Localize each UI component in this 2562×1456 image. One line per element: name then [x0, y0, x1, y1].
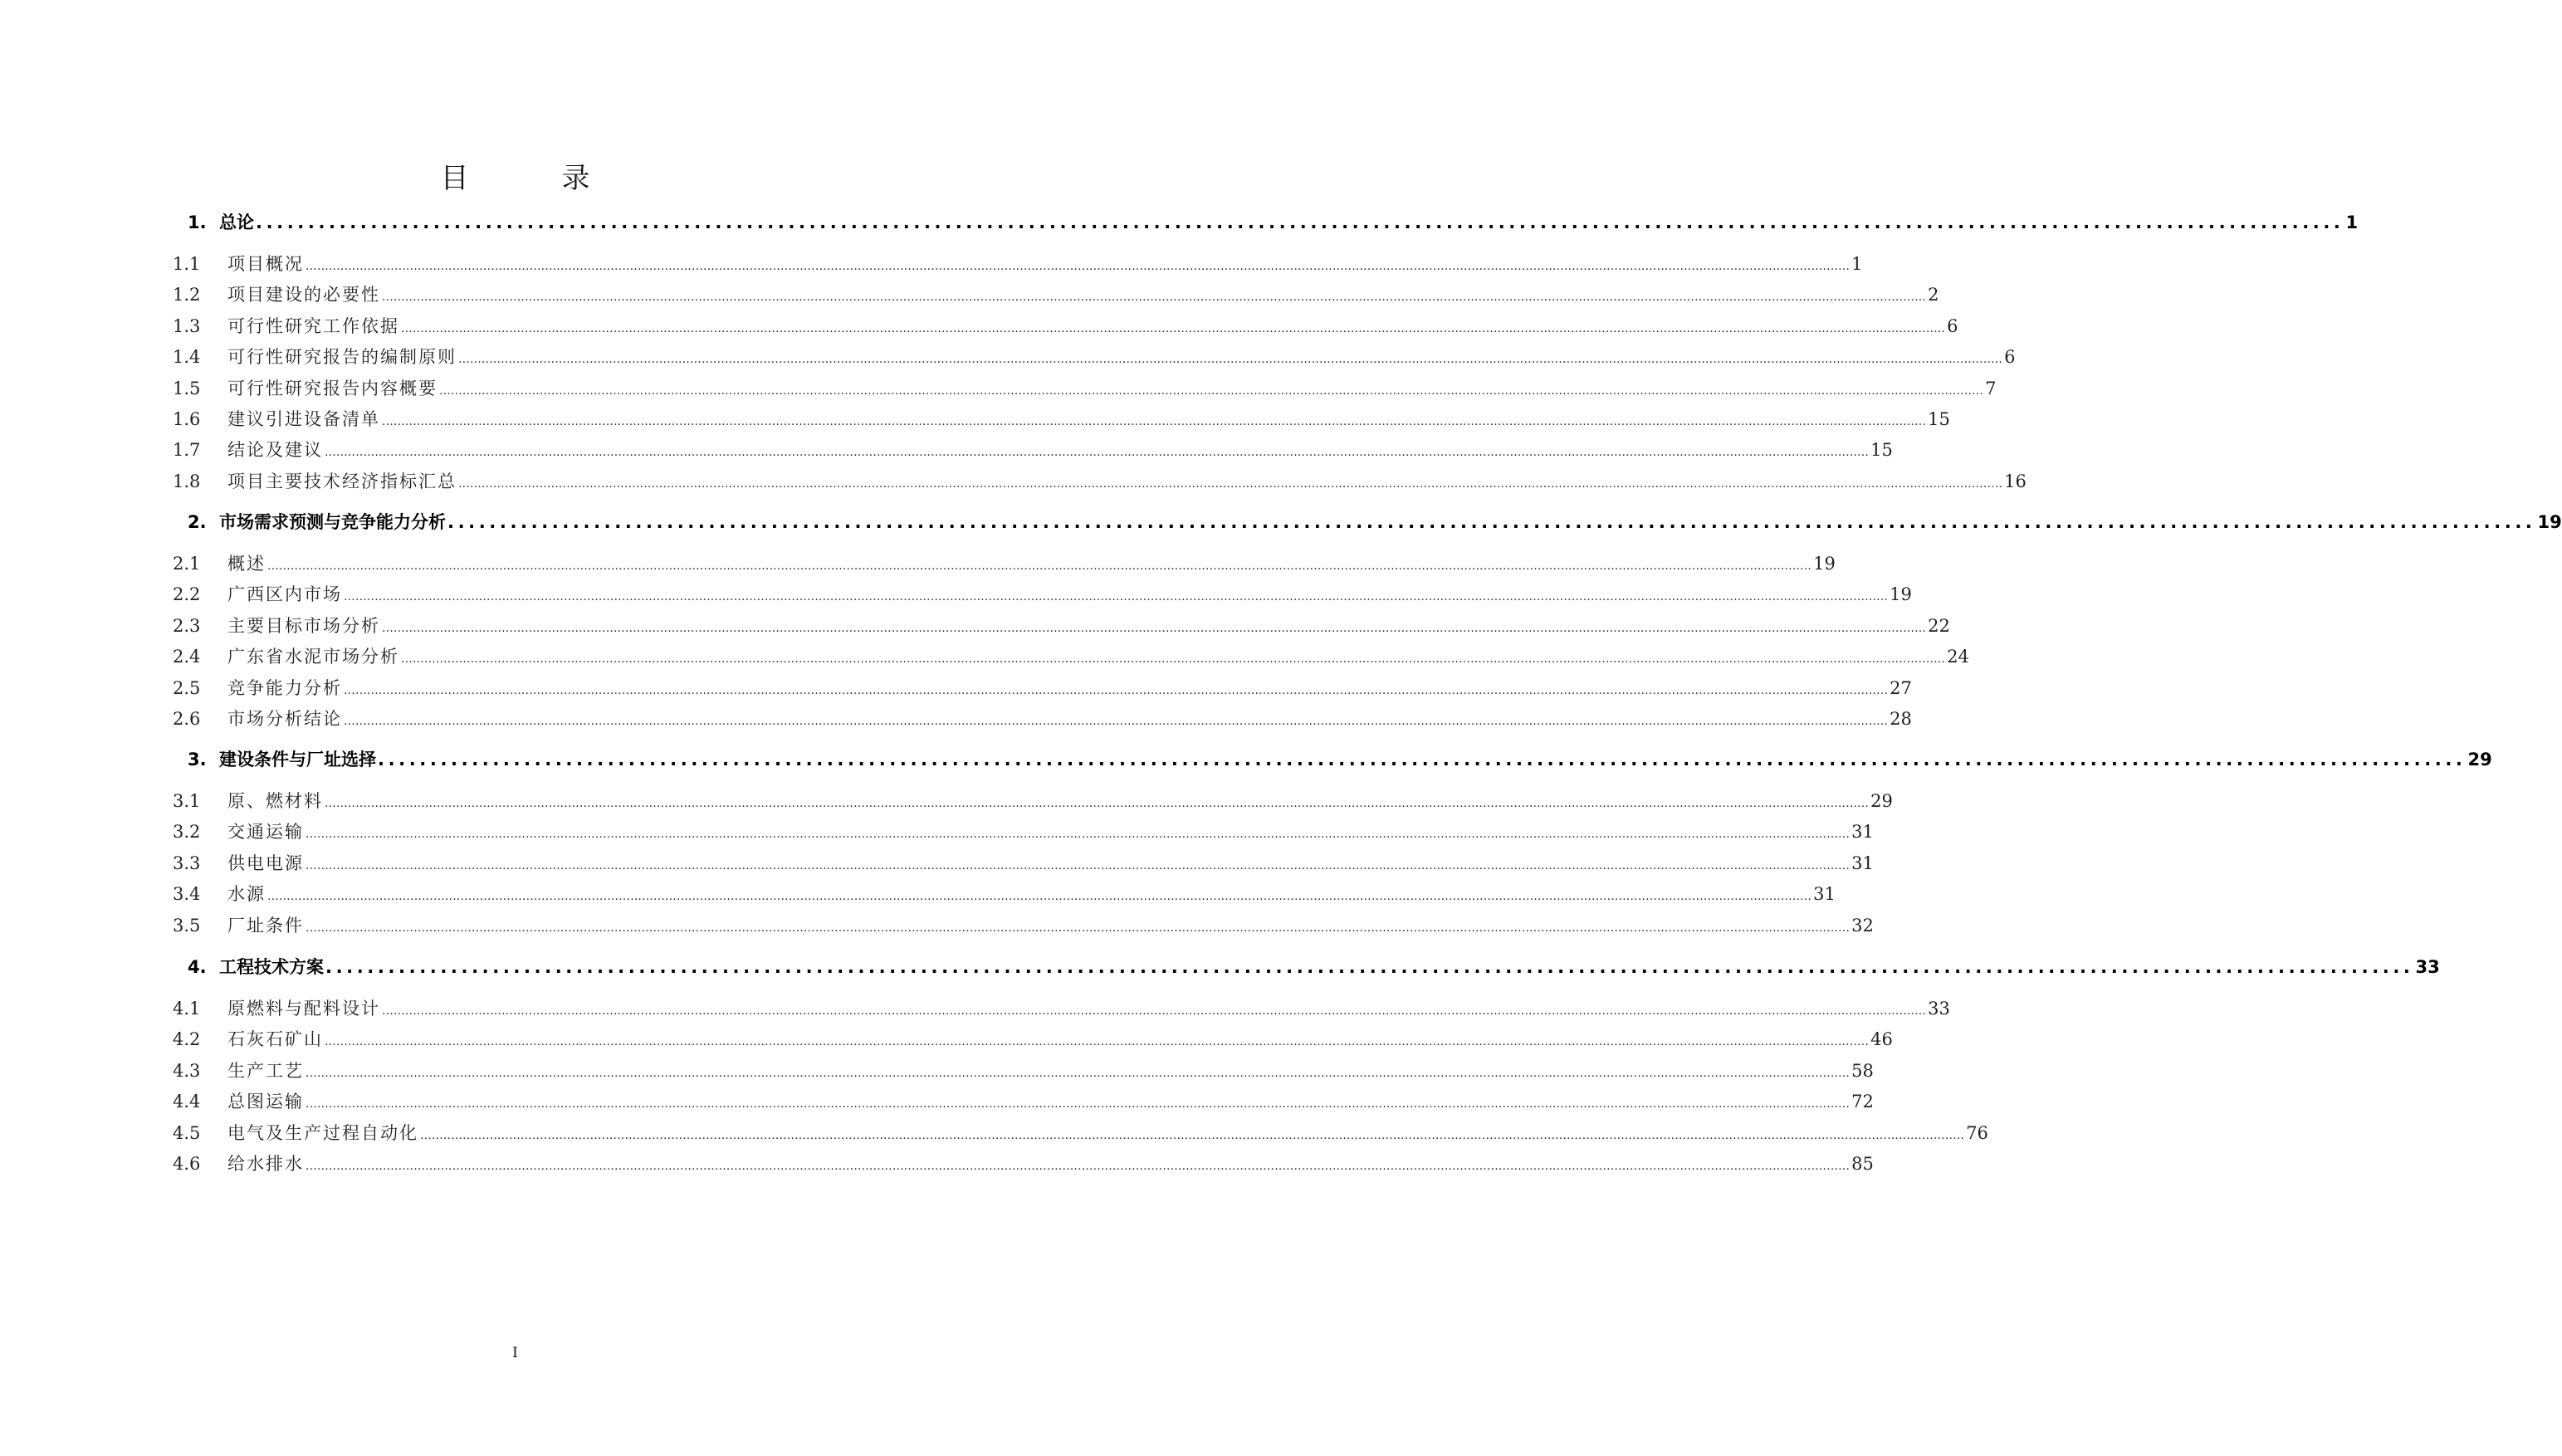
- section-title: 市场分析结论: [227, 709, 342, 729]
- section-page-number: 33: [1928, 999, 1950, 1019]
- section-title: 交通运输: [227, 822, 304, 843]
- section-page-number: 22: [1928, 615, 1950, 636]
- toc-section-entry[interactable]: [173, 643, 1969, 668]
- dot-leader: ................................................................................................................................................................................................................................................................................................................................................................................................................: [306, 1066, 1851, 1080]
- toc-chapter-entry[interactable]: [188, 746, 2492, 771]
- section-title: 供电电源: [227, 853, 304, 873]
- section-number: 3.5: [173, 915, 201, 936]
- section-page-number: 29: [1870, 791, 1893, 811]
- toc-section-entry[interactable]: [173, 675, 1912, 700]
- section-title: 广东省水泥市场分析: [227, 647, 399, 667]
- page-number: I: [512, 1345, 518, 1361]
- toc-section-entry[interactable]: [173, 1120, 1988, 1145]
- toc-section-entry[interactable]: [173, 613, 1950, 638]
- section-page-number: 31: [1851, 853, 1874, 873]
- toc-section-entry[interactable]: [173, 550, 1836, 575]
- chapter-title: 工程技术方案: [219, 957, 324, 977]
- section-page-number: 19: [1813, 554, 1836, 574]
- dot-leader: ................................................................................................................................................................................................................................................................................................................................................................................................................: [306, 921, 1851, 935]
- section-title: 竞争能力分析: [227, 677, 342, 698]
- dot-leader: ................................................................................................................................................................................................................................................................................................................................................................................................................: [382, 291, 1927, 305]
- section-page-number: 32: [1851, 915, 1874, 936]
- section-number: 1.3: [173, 315, 201, 336]
- section-number: 1.5: [173, 378, 201, 398]
- section-title: 项目概况: [227, 254, 304, 274]
- section-page-number: 1: [1851, 254, 1863, 274]
- dot-leader: ................................................................................................................................................................................................................................................................................................................................................................................................................: [401, 652, 1946, 667]
- dot-leader: ................................................................................................................................................................................................................................................................................................................................................................................................................: [267, 890, 1812, 904]
- dot-leader: ................................................................................................................................................................................................................................................................................................................................................................................................................: [325, 446, 1870, 460]
- dot-leader: ................................................................................................................................................................................................................................................................................................................................................................................................................: [344, 590, 1889, 604]
- section-number: 2.4: [173, 647, 201, 667]
- section-page-number: 31: [1851, 822, 1874, 843]
- section-number: 4.2: [173, 1029, 201, 1050]
- section-number: 2.2: [173, 584, 201, 605]
- section-title: 建议引进设备清单: [227, 409, 380, 429]
- toc-section-entry[interactable]: [173, 1151, 1874, 1175]
- dot-leader: ................................................................................................................................................................................................................................................................................................................................................................................................................: [439, 384, 1984, 398]
- section-page-number: 6: [2004, 347, 2016, 368]
- dot-leader: ................................................................................................................................................................................................................................................................................................................................................................................................................: [267, 559, 1812, 573]
- section-number: 2.3: [173, 615, 201, 636]
- dot-leader: ................................................................................................................................................................................................................................................................................................................................................................................................................: [401, 321, 1946, 335]
- section-page-number: 7: [1985, 378, 1997, 398]
- dot-leader: ........................................................................................................................................................................................................: [447, 512, 2536, 532]
- section-number: 4.3: [173, 1060, 201, 1081]
- section-page-number: 6: [1947, 315, 1958, 336]
- chapter-page-number: 29: [2467, 750, 2492, 770]
- section-page-number: 2: [1928, 285, 1939, 305]
- toc-section-entry[interactable]: [173, 1058, 1874, 1082]
- dot-leader: ................................................................................................................................................................................................................................................................................................................................................................................................................: [344, 683, 1889, 697]
- section-page-number: 15: [1928, 409, 1950, 429]
- chapter-page-number: 33: [2415, 957, 2440, 977]
- toc-section-entry[interactable]: [173, 375, 1997, 400]
- section-title: 厂址条件: [227, 915, 304, 936]
- section-page-number: 76: [1966, 1122, 1988, 1143]
- section-title: 水源: [227, 884, 266, 905]
- section-title: 电气及生产过程自动化: [227, 1122, 418, 1143]
- section-page-number: 31: [1813, 884, 1836, 905]
- section-title: 项目建设的必要性: [227, 285, 380, 305]
- dot-leader: ................................................................................................................................................................................................................................................................................................................................................................................................................: [382, 1004, 1927, 1018]
- section-title: 原、燃材料: [227, 791, 323, 811]
- section-number: 2.5: [173, 677, 201, 698]
- section-title: 项目主要技术经济指标汇总: [227, 471, 457, 491]
- section-title: 主要目标市场分析: [227, 615, 380, 636]
- chapter-title: 总论: [219, 213, 254, 232]
- section-number: 1.4: [173, 347, 201, 368]
- section-title: 石灰石矿山: [227, 1029, 323, 1050]
- toc-section-entry[interactable]: [173, 313, 1958, 338]
- dot-leader: ................................................................................................................................................................................................................................................................................................................................................................................................................: [458, 476, 2003, 491]
- toc-title: 目录: [440, 162, 683, 195]
- section-title: 可行性研究报告内容概要: [227, 378, 438, 398]
- section-title: 总图运输: [227, 1092, 304, 1112]
- chapter-page-number: 1: [2345, 213, 2359, 232]
- section-number: 4.1: [173, 999, 201, 1019]
- section-title: 可行性研究报告的编制原则: [227, 347, 457, 368]
- dot-leader: ................................................................................................................................................................................................................................................................................................................................................................................................................: [306, 858, 1851, 872]
- chapter-number: 3.: [188, 750, 207, 770]
- chapter-page-number: 19: [2537, 512, 2562, 532]
- chapter-title: 市场需求预测与竞争能力分析: [219, 512, 446, 532]
- toc-section-entry[interactable]: [173, 850, 1874, 875]
- dot-leader: ................................................................................................................................................................................................................................................................................................................................................................................................................: [382, 621, 1927, 635]
- toc-section-entry[interactable]: [173, 1026, 1893, 1051]
- section-number: 1.7: [173, 440, 201, 461]
- toc-section-entry[interactable]: [173, 881, 1836, 906]
- toc-section-entry[interactable]: [173, 406, 1950, 431]
- section-number: 3.1: [173, 791, 201, 811]
- section-page-number: 24: [1947, 647, 1969, 667]
- toc-section-entry[interactable]: [173, 995, 1950, 1020]
- dot-leader: ................................................................................................................................................................................................................................................................................................................................................................................................................: [306, 828, 1851, 842]
- chapter-title: 建设条件与厂址选择: [219, 750, 376, 770]
- section-number: 3.2: [173, 822, 201, 843]
- toc-section-entry[interactable]: [173, 706, 1912, 730]
- dot-leader: ................................................................................................................................................................................................................................................................................................................................................................................................................: [325, 797, 1870, 810]
- toc-section-entry[interactable]: [173, 437, 1893, 462]
- section-number: 1.6: [173, 409, 201, 429]
- section-number: 1.8: [173, 471, 201, 491]
- chapter-number: 2.: [188, 512, 207, 532]
- section-page-number: 85: [1851, 1154, 1874, 1174]
- dot-leader: ........................................................................................................................................................................................................: [325, 957, 2414, 977]
- chapter-number: 1.: [188, 213, 207, 232]
- toc-section-entry[interactable]: [173, 281, 1939, 306]
- section-number: 1.2: [173, 285, 201, 305]
- toc-section-entry[interactable]: [173, 788, 1893, 813]
- section-number: 4.4: [173, 1092, 201, 1112]
- toc-section-entry[interactable]: [173, 581, 1912, 606]
- section-page-number: 19: [1890, 584, 1912, 605]
- section-title: 结论及建议: [227, 440, 323, 461]
- dot-leader: ................................................................................................................................................................................................................................................................................................................................................................................................................: [382, 415, 1927, 428]
- toc-section-entry[interactable]: [173, 251, 1863, 276]
- toc-chapter-entry[interactable]: [188, 509, 2562, 534]
- section-title: 原燃料与配料设计: [227, 999, 380, 1019]
- dot-leader: ................................................................................................................................................................................................................................................................................................................................................................................................................: [458, 353, 2003, 367]
- toc-section-entry[interactable]: [173, 1088, 1874, 1113]
- section-number: 2.6: [173, 709, 201, 729]
- dot-leader: ................................................................................................................................................................................................................................................................................................................................................................................................................: [306, 1160, 1851, 1173]
- dot-leader: ........................................................................................................................................................................................................: [256, 213, 2344, 232]
- section-title: 给水排水: [227, 1154, 304, 1174]
- dot-leader: ........................................................................................................................................................................................................: [378, 750, 2467, 770]
- section-number: 2.1: [173, 554, 201, 574]
- toc-section-entry[interactable]: [173, 468, 2027, 493]
- dot-leader: ................................................................................................................................................................................................................................................................................................................................................................................................................: [306, 260, 1851, 273]
- toc-section-entry[interactable]: [173, 912, 1874, 937]
- section-page-number: 72: [1851, 1092, 1874, 1112]
- section-number: 1.1: [173, 254, 201, 274]
- section-page-number: 58: [1851, 1060, 1874, 1081]
- section-page-number: 27: [1890, 677, 1912, 698]
- section-number: 4.5: [173, 1122, 201, 1143]
- section-title: 可行性研究工作依据: [227, 315, 399, 336]
- section-page-number: 46: [1870, 1029, 1893, 1050]
- section-number: 3.3: [173, 853, 201, 873]
- dot-leader: ................................................................................................................................................................................................................................................................................................................................................................................................................: [325, 1035, 1870, 1049]
- section-number: 3.4: [173, 884, 201, 905]
- chapter-number: 4.: [188, 957, 207, 977]
- section-title: 生产工艺: [227, 1060, 304, 1081]
- section-title: 概述: [227, 554, 266, 574]
- toc-chapter-entry[interactable]: [188, 954, 2440, 979]
- toc-section-entry[interactable]: [173, 344, 2016, 369]
- dot-leader: ................................................................................................................................................................................................................................................................................................................................................................................................................: [420, 1128, 1965, 1142]
- section-title: 广西区内市场: [227, 584, 342, 605]
- toc-chapter-entry[interactable]: [188, 209, 2359, 234]
- section-page-number: 16: [2004, 471, 2027, 491]
- section-page-number: 28: [1890, 709, 1912, 729]
- section-number: 4.6: [173, 1154, 201, 1174]
- section-page-number: 15: [1870, 440, 1893, 461]
- toc-section-entry[interactable]: [173, 818, 1874, 843]
- dot-leader: ................................................................................................................................................................................................................................................................................................................................................................................................................: [344, 715, 1889, 728]
- dot-leader: ................................................................................................................................................................................................................................................................................................................................................................................................................: [306, 1097, 1851, 1112]
